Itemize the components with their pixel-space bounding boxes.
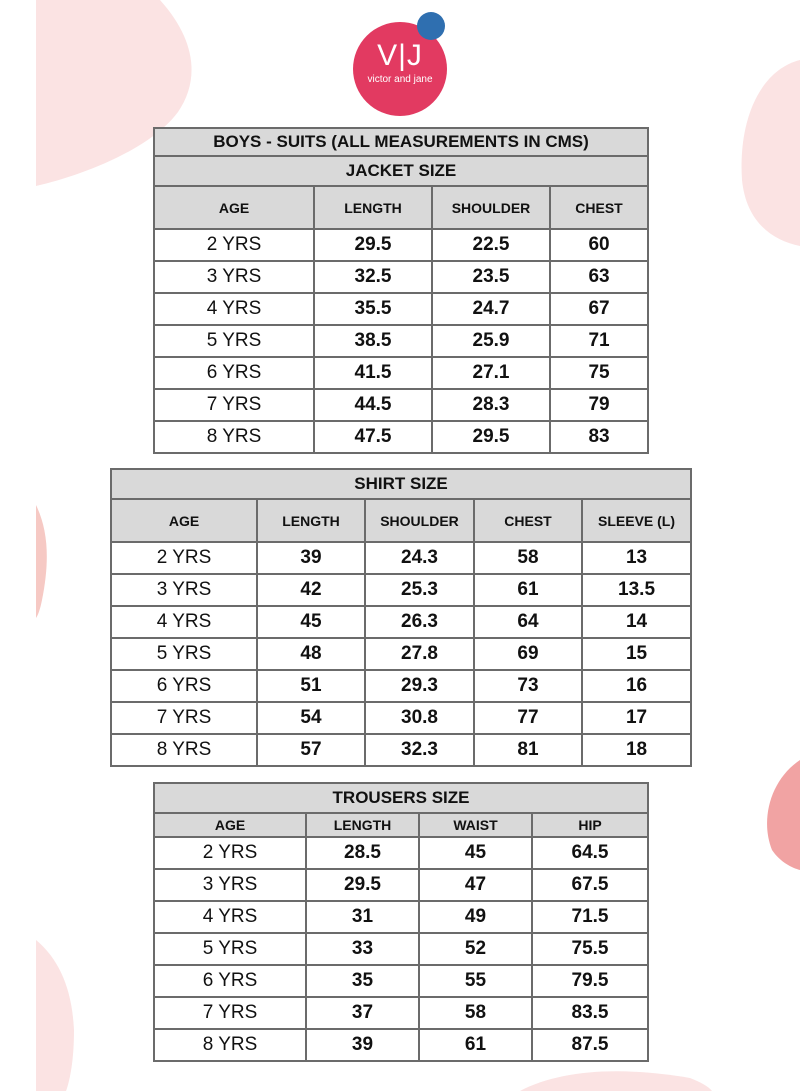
table-cell: 51 xyxy=(257,670,365,702)
table-cell: 16 xyxy=(582,670,691,702)
table-cell: 29.3 xyxy=(365,670,474,702)
table-cell: 24.7 xyxy=(432,293,550,325)
table-cell: 4 YRS xyxy=(154,901,306,933)
table-cell: 71.5 xyxy=(532,901,648,933)
table-cell: 26.3 xyxy=(365,606,474,638)
table-title: BOYS - SUITS (ALL MEASUREMENTS IN CMS) xyxy=(154,128,648,156)
trousers-size-table xyxy=(153,782,649,1062)
table-cell: 6 YRS xyxy=(154,357,314,389)
table-cell: 71 xyxy=(550,325,648,357)
table-cell: 58 xyxy=(474,542,582,574)
table-cell: 64 xyxy=(474,606,582,638)
table-cell: 7 YRS xyxy=(154,389,314,421)
table-cell: 33 xyxy=(306,933,419,965)
table-cell: 81 xyxy=(474,734,582,766)
column-header: SLEEVE (L) xyxy=(582,499,691,542)
table-cell: 27.8 xyxy=(365,638,474,670)
table-cell: 69 xyxy=(474,638,582,670)
table-cell: 2 YRS xyxy=(154,837,306,869)
table-cell: 18 xyxy=(582,734,691,766)
table-cell: 23.5 xyxy=(432,261,550,293)
table-cell: 29.5 xyxy=(432,421,550,453)
table-cell: 15 xyxy=(582,638,691,670)
table-cell: 60 xyxy=(550,229,648,261)
table-cell: 44.5 xyxy=(314,389,432,421)
table-cell: 41.5 xyxy=(314,357,432,389)
table-cell: 37 xyxy=(306,997,419,1029)
table-cell: 32.5 xyxy=(314,261,432,293)
table-cell: 13.5 xyxy=(582,574,691,606)
table-cell: 29.5 xyxy=(306,869,419,901)
table-cell: 8 YRS xyxy=(111,734,257,766)
table-cell: 83.5 xyxy=(532,997,648,1029)
table-cell: 61 xyxy=(419,1029,532,1061)
table-cell: 39 xyxy=(257,542,365,574)
table-cell: 24.3 xyxy=(365,542,474,574)
table-cell: 25.9 xyxy=(432,325,550,357)
table-cell: 6 YRS xyxy=(154,965,306,997)
table-cell: 6 YRS xyxy=(111,670,257,702)
table-cell: 7 YRS xyxy=(154,997,306,1029)
table-cell: 31 xyxy=(306,901,419,933)
table-cell: 35.5 xyxy=(314,293,432,325)
column-header: HIP xyxy=(532,813,648,837)
table-cell: 13 xyxy=(582,542,691,574)
table-cell: 58 xyxy=(419,997,532,1029)
table-cell: 32.3 xyxy=(365,734,474,766)
table-cell: 63 xyxy=(550,261,648,293)
table-cell: 75 xyxy=(550,357,648,389)
logo-mark: V|J xyxy=(377,39,423,72)
table-cell: 47 xyxy=(419,869,532,901)
table-cell: 27.1 xyxy=(432,357,550,389)
brand-logo xyxy=(353,12,449,112)
table-cell: 3 YRS xyxy=(154,261,314,293)
column-header: SHOULDER xyxy=(365,499,474,542)
table-cell: 2 YRS xyxy=(111,542,257,574)
table-cell: 52 xyxy=(419,933,532,965)
column-header: AGE xyxy=(154,813,306,837)
table-cell: 45 xyxy=(257,606,365,638)
table-cell: 17 xyxy=(582,702,691,734)
table-cell: 4 YRS xyxy=(154,293,314,325)
table-cell: 77 xyxy=(474,702,582,734)
table-cell: 87.5 xyxy=(532,1029,648,1061)
table-cell: 14 xyxy=(582,606,691,638)
table-cell: 3 YRS xyxy=(154,869,306,901)
table-cell: 75.5 xyxy=(532,933,648,965)
table-cell: 4 YRS xyxy=(111,606,257,638)
shirt-size-table xyxy=(110,468,692,767)
column-header: LENGTH xyxy=(257,499,365,542)
column-header: AGE xyxy=(154,186,314,229)
column-header: SHOULDER xyxy=(432,186,550,229)
table-cell: 73 xyxy=(474,670,582,702)
table-cell: 5 YRS xyxy=(154,933,306,965)
table-cell: 38.5 xyxy=(314,325,432,357)
column-header: LENGTH xyxy=(306,813,419,837)
table-cell: 5 YRS xyxy=(154,325,314,357)
table-cell: 35 xyxy=(306,965,419,997)
jacket-size-table xyxy=(153,127,649,454)
table-cell: 25.3 xyxy=(365,574,474,606)
table-cell: 54 xyxy=(257,702,365,734)
table-cell: 49 xyxy=(419,901,532,933)
table-cell: 39 xyxy=(306,1029,419,1061)
table-cell: 28.3 xyxy=(432,389,550,421)
logo-brand-name: victor and jane xyxy=(367,74,433,85)
section-title-jacket: JACKET SIZE xyxy=(154,156,648,186)
table-cell: 8 YRS xyxy=(154,1029,306,1061)
column-header: CHEST xyxy=(474,499,582,542)
table-cell: 45 xyxy=(419,837,532,869)
column-header: CHEST xyxy=(550,186,648,229)
table-cell: 22.5 xyxy=(432,229,550,261)
table-cell: 79 xyxy=(550,389,648,421)
table-cell: 5 YRS xyxy=(111,638,257,670)
table-cell: 7 YRS xyxy=(111,702,257,734)
table-cell: 64.5 xyxy=(532,837,648,869)
table-cell: 8 YRS xyxy=(154,421,314,453)
table-cell: 48 xyxy=(257,638,365,670)
table-cell: 47.5 xyxy=(314,421,432,453)
table-cell: 61 xyxy=(474,574,582,606)
table-cell: 3 YRS xyxy=(111,574,257,606)
table-cell: 29.5 xyxy=(314,229,432,261)
logo-dot-icon xyxy=(417,12,445,40)
table-cell: 67.5 xyxy=(532,869,648,901)
table-cell: 67 xyxy=(550,293,648,325)
table-cell: 57 xyxy=(257,734,365,766)
column-header: AGE xyxy=(111,499,257,542)
table-cell: 55 xyxy=(419,965,532,997)
section-title-trousers: TROUSERS SIZE xyxy=(154,783,648,813)
table-cell: 83 xyxy=(550,421,648,453)
table-cell: 42 xyxy=(257,574,365,606)
column-header: LENGTH xyxy=(314,186,432,229)
table-cell: 30.8 xyxy=(365,702,474,734)
table-cell: 79.5 xyxy=(532,965,648,997)
section-title-shirt: SHIRT SIZE xyxy=(111,469,691,499)
table-cell: 2 YRS xyxy=(154,229,314,261)
table-cell: 28.5 xyxy=(306,837,419,869)
column-header: WAIST xyxy=(419,813,532,837)
